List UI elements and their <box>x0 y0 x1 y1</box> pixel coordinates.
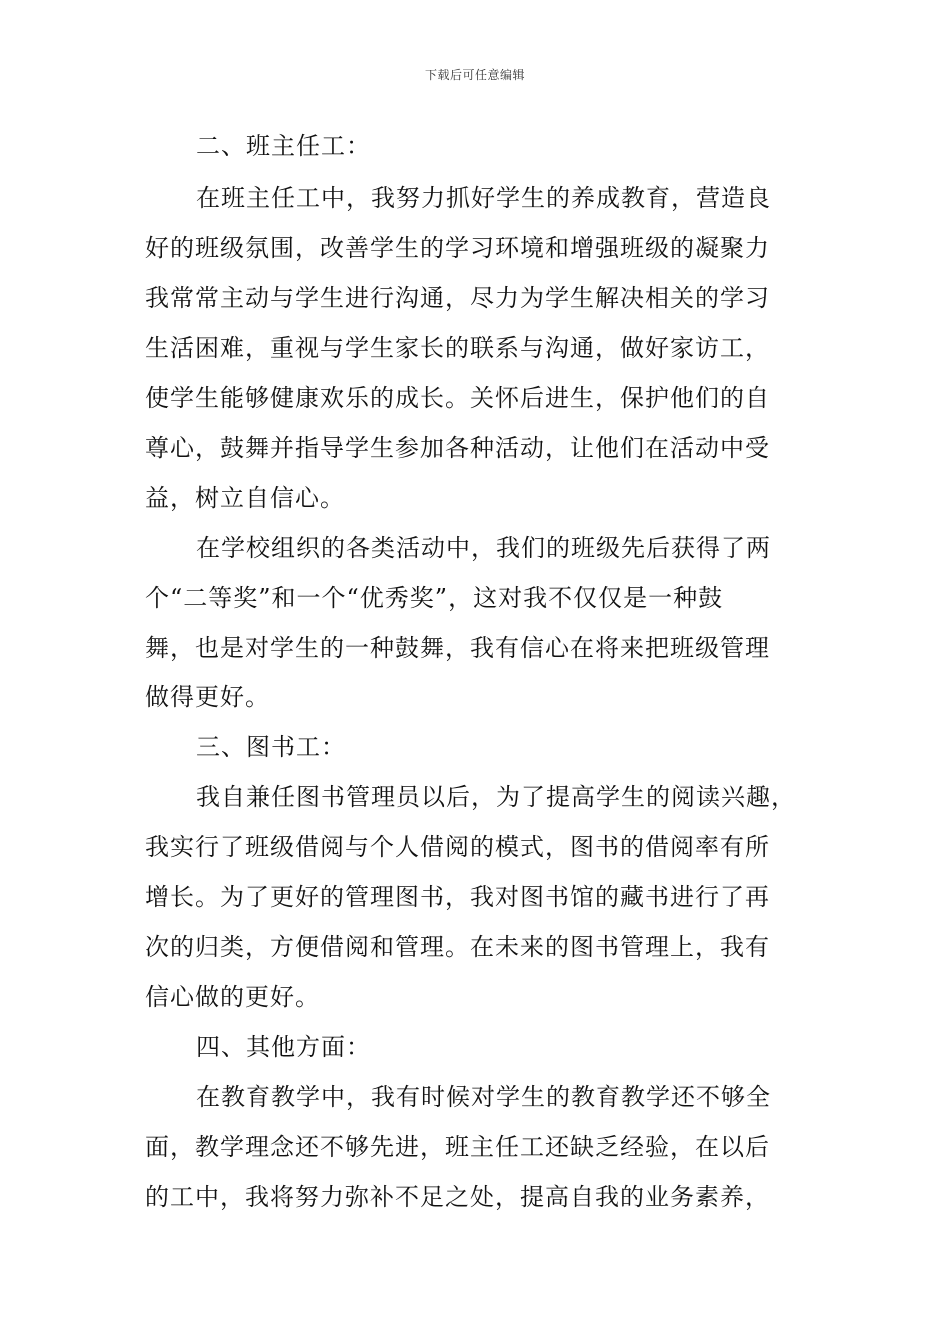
section-heading-other: 四、其他方面： <box>196 1033 371 1061</box>
paragraph-line: 增长。为了更好的管理图书，我对图书馆的藏书进行了再 <box>145 883 770 911</box>
paragraph-line: 舞，也是对学生的一种鼓舞，我有信心在将来把班级管理 <box>145 634 770 662</box>
paragraph-line: 做得更好。 <box>145 683 270 711</box>
paragraph-line: 在班主任工中，我努力抓好学生的养成教育，营造良 <box>196 184 771 212</box>
paragraph-line: 益，树立自信心。 <box>145 484 345 512</box>
paragraph-line: 使学生能够健康欢乐的成长。关怀后进生，保护他们的自 <box>145 384 770 412</box>
paragraph-line: 个“二等奖”和一个“优秀奖”，这对我不仅仅是一种鼓 <box>145 584 724 612</box>
section-heading-library: 三、图书工： <box>196 733 346 761</box>
paragraph-line: 信心做的更好。 <box>145 983 320 1011</box>
paragraph-line: 我常常主动与学生进行沟通，尽力为学生解决相关的学习 <box>145 284 770 312</box>
paragraph-line: 我自兼任图书管理员以后，为了提高学生的阅读兴趣， <box>196 783 796 811</box>
section-heading-class-teacher: 二、班主任工： <box>196 132 371 160</box>
header-note: 下载后可任意编辑 <box>424 68 525 82</box>
paragraph-line: 的工中，我将努力弥补不足之处，提高自我的业务素养， <box>145 1183 770 1211</box>
paragraph-line: 在教育教学中，我有时候对学生的教育教学还不够全 <box>196 1083 771 1111</box>
paragraph-line: 次的归类，方便借阅和管理。在未来的图书管理上，我有 <box>145 933 770 961</box>
paragraph-line: 好的班级氛围，改善学生的学习环境和增强班级的凝聚力 <box>145 234 770 262</box>
paragraph-line: 我实行了班级借阅与个人借阅的模式，图书的借阅率有所 <box>145 833 770 861</box>
paragraph-line: 在学校组织的各类活动中，我们的班级先后获得了两 <box>196 534 771 562</box>
paragraph-line: 尊心，鼓舞并指导学生参加各种活动，让他们在活动中受 <box>145 434 770 462</box>
paragraph-line: 生活困难，重视与学生家长的联系与沟通，做好家访工， <box>145 334 770 362</box>
paragraph-line: 面，教学理念还不够先进，班主任工还缺乏经验，在以后 <box>145 1133 770 1161</box>
